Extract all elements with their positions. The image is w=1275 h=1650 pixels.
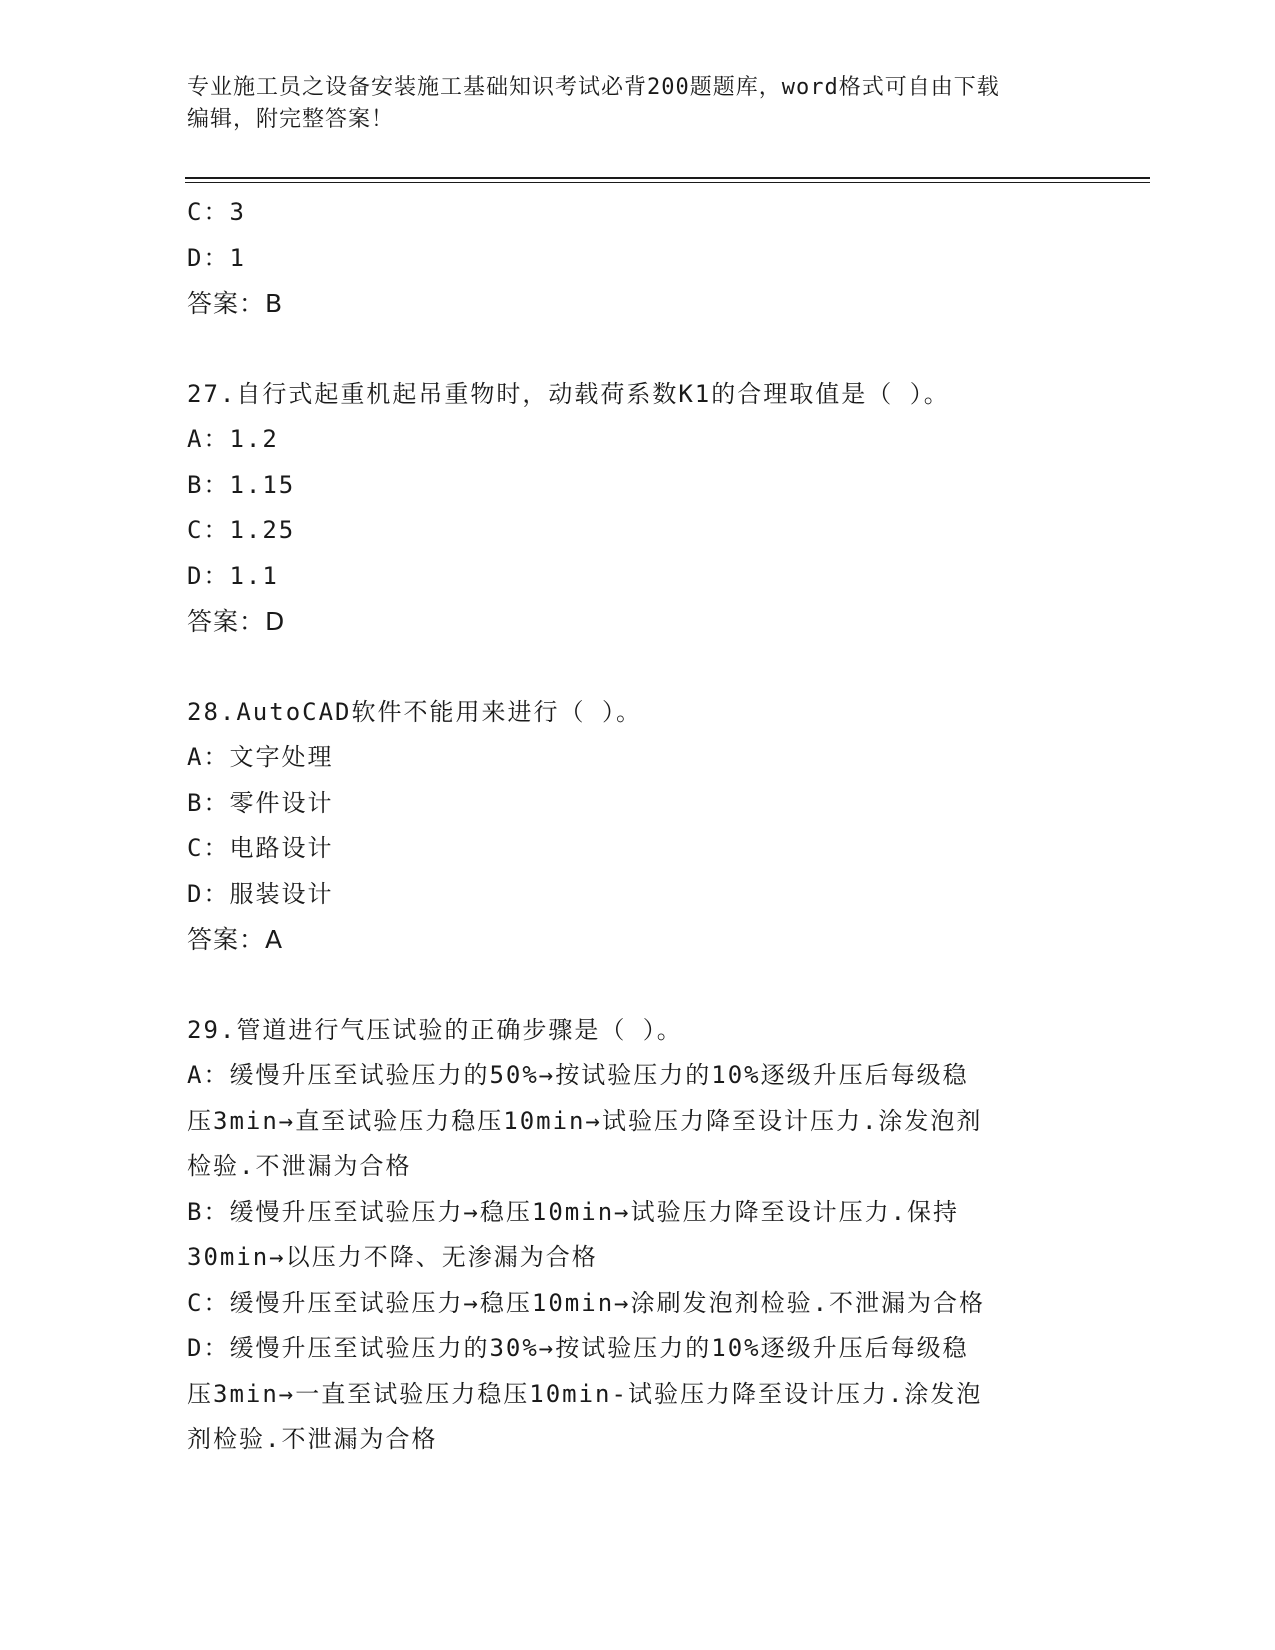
header-title-line-2: 编辑，附完整答案！: [187, 107, 395, 132]
option-b-line-2: 30min→以压力不降、无渗漏为合格: [187, 1243, 598, 1271]
option-c: C：1.25: [187, 516, 296, 544]
option-a: A：文字处理: [187, 743, 334, 771]
header-title-line-1: 专业施工员之设备安装施工基础知识考试必背200题题库，word格式可自由下载: [187, 75, 1000, 100]
option-d-line-1: D：缓慢升压至试验压力的30%→按试验压力的10%逐级升压后每级稳: [187, 1334, 969, 1362]
question-list: [187, 190, 1087, 1463]
option-c-line-1: C：缓慢升压至试验压力→稳压10min→涂刷发泡剂检验.不泄漏为合格: [187, 1288, 986, 1317]
answer-line: 答案：B: [187, 289, 284, 318]
option-b: B：1.15: [187, 470, 296, 499]
page-header: [187, 72, 1067, 136]
option-b-line-1: B：缓慢升压至试验压力→稳压10min→试验压力降至设计压力.保持: [187, 1197, 960, 1226]
header-divider-thick: [185, 177, 1150, 179]
answer-line: 答案：A: [187, 925, 284, 954]
question-27: [187, 372, 1087, 645]
option-d: D：1: [187, 243, 246, 272]
option-a-line-3: 检验.不泄漏为合格: [187, 1152, 412, 1180]
option-d-line-3: 剂检验.不泄漏为合格: [187, 1425, 438, 1453]
question-28: [187, 690, 1087, 963]
option-a-line-2: 压3min→直至试验压力稳压10min→试验压力降至设计压力.涂发泡剂: [187, 1106, 983, 1135]
question-stem: 29.管道进行气压试验的正确步骤是（ ）。: [187, 1015, 683, 1044]
answer-line: 答案：D: [187, 607, 286, 636]
option-d: D：1.1: [187, 561, 279, 590]
option-a-line-1: A：缓慢升压至试验压力的50%→按试验压力的10%逐级升压后每级稳: [187, 1061, 969, 1089]
option-b: B：零件设计: [187, 788, 334, 817]
option-d: D：服装设计: [187, 879, 334, 908]
option-a: A：1.2: [187, 425, 279, 453]
header-divider-thin: [185, 182, 1150, 183]
option-d-line-2: 压3min→一直至试验压力稳压10min-试验压力降至设计压力.涂发泡: [187, 1379, 983, 1408]
question-stem: 28.AutoCAD软件不能用来进行（ ）。: [187, 697, 642, 726]
question-26-tail: [187, 190, 1087, 327]
question-stem: 27.自行式起重机起吊重物时，动载荷系数K1的合理取值是（ ）。: [187, 379, 950, 408]
question-29: [187, 1008, 1087, 1463]
option-c: C：3: [187, 198, 246, 226]
option-c: C：电路设计: [187, 834, 334, 862]
